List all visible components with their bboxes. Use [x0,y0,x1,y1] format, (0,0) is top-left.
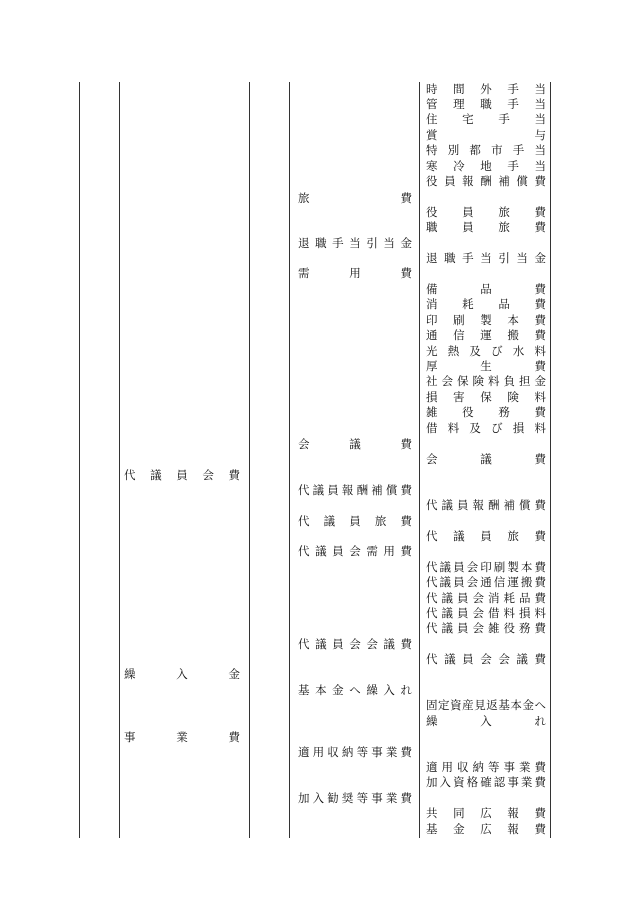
item-label: 適用収納等事業費 [298,745,412,759]
table-rule-3 [249,82,250,838]
item-label: 会議費 [298,437,412,451]
detail-label: 役員旅費 [426,205,546,219]
table-rule-5 [419,82,420,838]
detail-label: 特別都市手当 [426,143,546,157]
detail-label: 寒冷地手当 [426,159,546,173]
detail-label: 加入資格確認事業費 [426,775,546,789]
detail-label: 損害保険料 [426,390,546,404]
section-label: 事業費 [124,730,240,744]
section-label: 繰入金 [124,667,240,681]
detail-label: 時間外手当 [426,82,546,96]
item-label: 代議員会需用費 [298,544,412,558]
detail-label: 代議員会会議費 [426,652,546,666]
detail-label: 役員報酬補償費 [426,174,546,188]
table-rule-6 [550,82,551,838]
detail-label: 共同広報費 [426,806,546,820]
detail-label: 代議員会印刷製本費 [426,560,546,574]
item-label: 需用費 [298,266,412,280]
detail-label: 借料及び損料 [426,421,546,435]
detail-label: 代議員会雑役務費 [426,621,546,635]
detail-label: 退職手当引当金 [426,251,546,265]
detail-label: 住宅手当 [426,112,546,126]
table-rule-1 [79,82,80,838]
item-label: 代議員報酬補償費 [298,483,412,497]
detail-label: 賞与 [426,128,546,142]
table-rule-4 [289,82,290,838]
detail-label: 職員旅費 [426,220,546,234]
detail-label: 適用収納等事業費 [426,760,546,774]
detail-label: 印刷製本費 [426,313,546,327]
detail-label: 代議員会通信運搬費 [426,575,546,589]
section-label: 代議員会費 [124,468,240,482]
detail-label: 代議員会消耗品費 [426,591,546,605]
detail-label: 消耗品費 [426,297,546,311]
detail-label: 固定資産見返基本金へ [426,698,546,712]
detail-label: 代議員会借料損料 [426,606,546,620]
detail-label: 備品費 [426,282,546,296]
detail-label: 繰入れ [426,714,546,728]
detail-label: 通信運搬費 [426,328,546,342]
table-rule-2 [119,82,120,838]
detail-label: 代議員報酬補償費 [426,498,546,512]
detail-label: 社会保険料負担金 [426,374,546,388]
item-label: 旅費 [298,191,412,205]
detail-label: 厚生費 [426,359,546,373]
item-label: 基本金へ繰入れ [298,683,412,697]
item-label: 退職手当引当金 [298,236,412,250]
detail-label: 基金広報費 [426,822,546,836]
detail-label: 代議員旅費 [426,529,546,543]
detail-label: 管理職手当 [426,97,546,111]
item-label: 代議員会会議費 [298,637,412,651]
detail-label: 光熱及び水料 [426,344,546,358]
item-label: 代議員旅費 [298,514,412,528]
item-label: 加入勧奨等事業費 [298,791,412,805]
detail-label: 会議費 [426,452,546,466]
detail-label: 雑役務費 [426,405,546,419]
